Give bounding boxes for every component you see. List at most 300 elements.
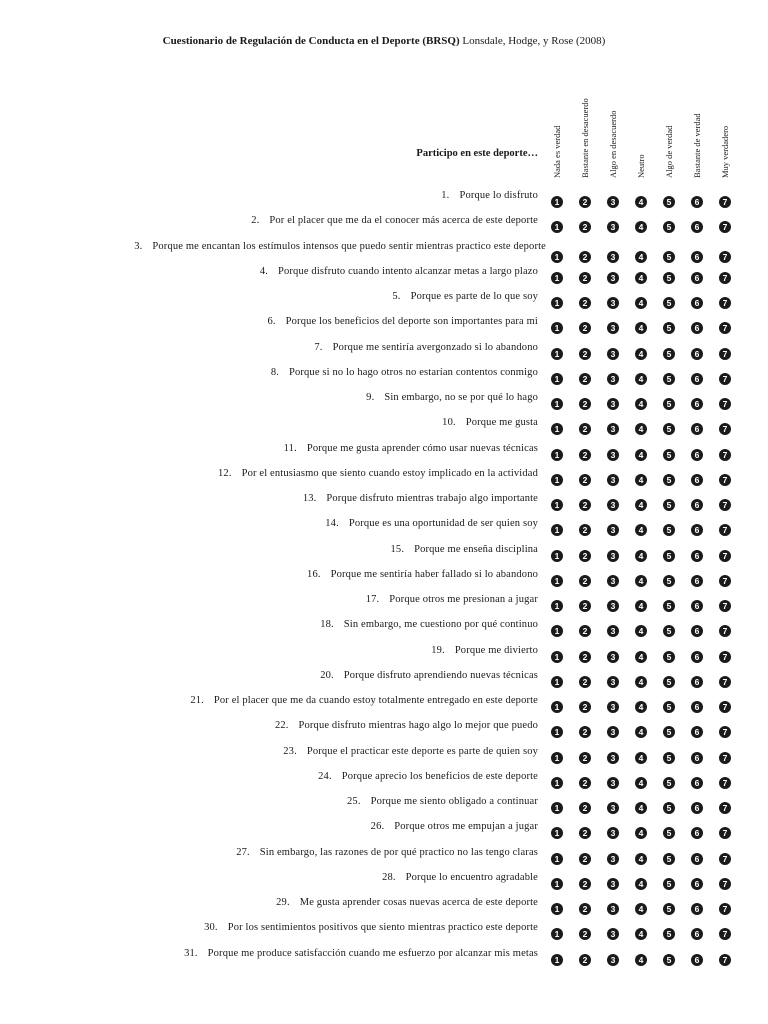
rating-option-7[interactable]: 7 [719, 272, 731, 284]
question-item [92, 492, 538, 505]
rating-option-6[interactable]: 6 [691, 600, 703, 612]
rating-option-7[interactable]: 7 [719, 878, 731, 890]
rating-option-5[interactable]: 5 [663, 600, 675, 612]
rating-option-3[interactable]: 3 [607, 499, 619, 511]
rating-option-6[interactable]: 6 [691, 676, 703, 688]
rating-option-4[interactable]: 4 [635, 524, 647, 536]
rating-option-4[interactable]: 4 [635, 221, 647, 233]
rating-option-7[interactable]: 7 [719, 777, 731, 789]
rating-option-2[interactable]: 2 [579, 272, 591, 284]
question-number: 25. [347, 796, 361, 807]
question-item [92, 644, 538, 657]
question-number: 16. [307, 568, 321, 580]
question-text: Porque aprecio los beneficios de este deporte [341, 770, 538, 782]
question-item [92, 669, 538, 682]
rating-option-7[interactable]: 7 [719, 726, 731, 738]
rating-option-6[interactable]: 6 [691, 651, 703, 663]
rating-option-2[interactable]: 2 [579, 196, 591, 208]
rating-option-3[interactable]: 3 [607, 272, 619, 284]
question-number: 18. [320, 619, 334, 631]
rating-option-7[interactable]: 7 [719, 600, 731, 612]
question-number: 28. [382, 871, 396, 883]
rating-option-4[interactable]: 4 [635, 423, 647, 435]
question-item [92, 315, 538, 328]
rating-option-4[interactable]: 4 [635, 575, 647, 587]
rating-option-2[interactable]: 2 [579, 373, 591, 385]
question-text: Sin embargo, no se por qué lo hago [384, 392, 538, 403]
rating-option-6[interactable]: 6 [691, 398, 703, 410]
rating-option-3[interactable]: 3 [607, 423, 619, 435]
question-number: 7. [314, 341, 323, 353]
rating-option-3[interactable]: 3 [607, 827, 619, 839]
rating-option-6[interactable]: 6 [691, 272, 703, 284]
rating-option-4[interactable]: 4 [635, 499, 647, 511]
rating-option-2[interactable]: 2 [579, 297, 591, 309]
rating-option-2[interactable]: 2 [579, 322, 591, 334]
rating-option-6[interactable]: 6 [691, 802, 703, 814]
document-title [0, 35, 768, 47]
question-text: Porque es parte de lo que soy [410, 291, 538, 302]
rating-option-3[interactable]: 3 [607, 726, 619, 738]
rating-option-7[interactable]: 7 [719, 651, 731, 663]
rating-option-4[interactable]: 4 [635, 928, 647, 940]
question-text: Porque disfruto mientras trabajo algo importante [326, 493, 538, 504]
rating-option-6[interactable]: 6 [691, 777, 703, 789]
rating-option-7[interactable]: 7 [719, 903, 731, 915]
question-text: Sin embargo, las razones de por qué practico no las tengo claras [259, 846, 538, 858]
question-number: 31. [184, 947, 198, 959]
rating-option-7[interactable]: 7 [719, 701, 731, 713]
rating-option-2[interactable]: 2 [579, 423, 591, 435]
rating-option-6[interactable]: 6 [691, 928, 703, 940]
rating-option-5[interactable]: 5 [663, 701, 675, 713]
rating-option-3[interactable]: 3 [607, 701, 619, 713]
rating-option-1[interactable]: 1 [551, 600, 563, 612]
rating-option-2[interactable]: 2 [579, 676, 591, 688]
rating-option-7[interactable]: 7 [719, 322, 731, 334]
question-text: Porque me sentiría avergonzado si lo abandono [332, 341, 538, 353]
rating-option-6[interactable]: 6 [691, 954, 703, 966]
rating-option-2[interactable]: 2 [579, 625, 591, 637]
question-number: 4. [259, 265, 269, 277]
rating-option-5[interactable]: 5 [663, 196, 675, 208]
rating-option-7[interactable]: 7 [719, 499, 731, 511]
question-number: 19. [431, 644, 445, 656]
rating-option-6[interactable]: 6 [691, 474, 703, 486]
rating-option-6[interactable]: 6 [691, 221, 703, 233]
question-text: Porque los beneficios del deporte son importantes para mi [285, 316, 538, 328]
rating-option-1[interactable]: 1 [551, 221, 563, 233]
question-text: Porque si no lo hago otros no estarían contentos conmigo [289, 366, 538, 378]
rating-option-6[interactable]: 6 [691, 251, 703, 263]
rating-option-3[interactable]: 3 [607, 928, 619, 940]
question-item [92, 820, 538, 833]
rating-option-5[interactable]: 5 [663, 423, 675, 435]
rating-option-6[interactable]: 6 [691, 348, 703, 360]
rating-option-4[interactable]: 4 [635, 474, 647, 486]
question-number: 9. [366, 392, 375, 403]
rating-option-1[interactable]: 1 [551, 827, 563, 839]
rating-option-1[interactable]: 1 [551, 903, 563, 915]
rating-option-2[interactable]: 2 [579, 474, 591, 486]
rating-option-1[interactable]: 1 [551, 625, 563, 637]
rating-option-2[interactable]: 2 [579, 524, 591, 536]
question-number: 24. [318, 770, 332, 782]
rating-option-6[interactable]: 6 [691, 322, 703, 334]
rating-option-4[interactable]: 4 [635, 802, 647, 814]
rating-option-6[interactable]: 6 [691, 701, 703, 713]
scale-header-2: Bastante en desacuerdo [580, 98, 590, 178]
question-number: 21. [190, 695, 204, 706]
rating-option-7[interactable]: 7 [719, 251, 731, 263]
question-number: 1. [441, 190, 450, 201]
question-number: 23. [283, 745, 297, 757]
rating-option-5[interactable]: 5 [663, 272, 675, 284]
question-text: Porque me gusta [465, 417, 538, 429]
rating-option-5[interactable]: 5 [663, 398, 675, 410]
scale-header-7: Muy verdadero [720, 125, 730, 178]
rating-option-4[interactable]: 4 [635, 878, 647, 890]
rating-option-1[interactable]: 1 [551, 474, 563, 486]
rating-option-5[interactable]: 5 [663, 651, 675, 663]
question-text: Porque disfruto mientras hago algo lo mejor que puedo [298, 720, 538, 732]
rating-option-3[interactable]: 3 [607, 676, 619, 688]
rating-option-6[interactable]: 6 [691, 524, 703, 536]
rating-option-5[interactable]: 5 [663, 373, 675, 385]
rating-option-5[interactable]: 5 [663, 676, 675, 688]
rating-option-5[interactable]: 5 [663, 251, 675, 263]
question-number: 20. [320, 669, 334, 681]
question-text: Porque me enseña disciplina [414, 543, 538, 555]
rating-option-5[interactable]: 5 [663, 903, 675, 915]
rating-option-4[interactable]: 4 [635, 752, 647, 764]
rating-option-3[interactable]: 3 [607, 550, 619, 562]
rating-option-2[interactable]: 2 [579, 701, 591, 713]
rating-option-6[interactable]: 6 [691, 726, 703, 738]
rating-option-1[interactable]: 1 [551, 726, 563, 738]
rating-option-3[interactable]: 3 [607, 777, 619, 789]
rating-option-1[interactable]: 1 [551, 297, 563, 309]
rating-option-2[interactable]: 2 [579, 550, 591, 562]
rating-option-5[interactable]: 5 [663, 752, 675, 764]
rating-option-2[interactable]: 2 [579, 928, 591, 940]
rating-option-5[interactable]: 5 [663, 625, 675, 637]
rating-option-4[interactable]: 4 [635, 954, 647, 966]
question-item [92, 416, 538, 429]
question-number: 26. [370, 821, 385, 833]
rating-option-4[interactable]: 4 [635, 348, 647, 360]
rating-option-6[interactable]: 6 [691, 853, 703, 865]
rating-option-3[interactable]: 3 [607, 802, 619, 814]
question-number: 8. [270, 366, 279, 378]
rating-option-4[interactable]: 4 [635, 625, 647, 637]
rating-option-2[interactable]: 2 [579, 853, 591, 865]
question-text: Porque me sentiría haber fallado si lo abandono [330, 568, 538, 580]
question-text: Me gusta aprender cosas nuevas acerca de este deporte [299, 897, 538, 908]
question-number: 17. [365, 594, 380, 605]
rating-option-6[interactable]: 6 [691, 297, 703, 309]
rating-option-5[interactable]: 5 [663, 449, 675, 461]
rating-option-3[interactable]: 3 [607, 221, 619, 233]
rating-option-3[interactable]: 3 [607, 575, 619, 587]
rating-option-7[interactable]: 7 [719, 398, 731, 410]
rating-option-1[interactable]: 1 [551, 499, 563, 511]
rating-option-3[interactable]: 3 [607, 625, 619, 637]
question-text: Porque lo disfruto [459, 190, 538, 201]
rating-option-5[interactable]: 5 [663, 575, 675, 587]
question-item [92, 770, 538, 783]
question-text: Porque es una oportunidad de ser quien soy [348, 518, 538, 530]
question-text: Por el entusiasmo que siento cuando estoy implicado en la actividad [241, 467, 538, 479]
question-text: Porque me encantan los estímulos intensos que puedo sentir mientras practico este deporte [152, 240, 546, 252]
question-item [92, 290, 538, 303]
rating-option-7[interactable]: 7 [719, 348, 731, 360]
rating-option-2[interactable]: 2 [579, 878, 591, 890]
scale-header-5: Algo de verdad [664, 125, 674, 178]
rating-option-3[interactable]: 3 [607, 196, 619, 208]
rating-option-1[interactable]: 1 [551, 954, 563, 966]
rating-option-1[interactable]: 1 [551, 802, 563, 814]
rating-option-4[interactable]: 4 [635, 701, 647, 713]
rating-option-7[interactable]: 7 [719, 954, 731, 966]
question-number: 5. [392, 291, 401, 302]
question-number: 12. [218, 467, 232, 479]
rating-option-6[interactable]: 6 [691, 575, 703, 587]
question-text: Porque el practicar este deporte es parte de quien soy [306, 745, 538, 757]
rating-option-1[interactable]: 1 [551, 701, 563, 713]
rating-option-6[interactable]: 6 [691, 423, 703, 435]
rating-option-1[interactable]: 1 [551, 348, 563, 360]
rating-option-4[interactable]: 4 [635, 903, 647, 915]
rating-option-2[interactable]: 2 [579, 777, 591, 789]
rating-option-3[interactable]: 3 [607, 600, 619, 612]
rating-option-5[interactable]: 5 [663, 322, 675, 334]
rating-option-5[interactable]: 5 [663, 221, 675, 233]
rating-option-6[interactable]: 6 [691, 903, 703, 915]
rating-option-7[interactable]: 7 [719, 423, 731, 435]
scale-header-4: Neutro [636, 154, 646, 178]
question-text: Porque lo encuentro agradable [405, 871, 538, 883]
rating-option-4[interactable]: 4 [635, 550, 647, 562]
rating-option-3[interactable]: 3 [607, 398, 619, 410]
question-text: Porque otros me presionan a jugar [389, 594, 538, 605]
rating-option-6[interactable]: 6 [691, 550, 703, 562]
rating-option-5[interactable]: 5 [663, 348, 675, 360]
rating-option-4[interactable]: 4 [635, 600, 647, 612]
rating-option-1[interactable]: 1 [551, 878, 563, 890]
rating-option-3[interactable]: 3 [607, 853, 619, 865]
rating-option-2[interactable]: 2 [579, 651, 591, 663]
title-citation: Lonsdale, Hodge, y Rose (2008) [462, 35, 606, 47]
rating-option-1[interactable]: 1 [551, 524, 563, 536]
item-stem-prompt: Participo en este deporte… [416, 148, 538, 159]
rating-option-2[interactable]: 2 [579, 398, 591, 410]
rating-option-2[interactable]: 2 [579, 726, 591, 738]
question-number: 27. [236, 846, 250, 858]
question-number: 15. [390, 543, 405, 555]
rating-option-3[interactable]: 3 [607, 449, 619, 461]
rating-option-5[interactable]: 5 [663, 827, 675, 839]
question-item [92, 719, 538, 732]
question-number: 11. [283, 442, 297, 454]
question-text: Sin embargo, me cuestiono por qué continuo [343, 619, 538, 631]
rating-option-2[interactable]: 2 [579, 221, 591, 233]
rating-option-2[interactable]: 2 [579, 348, 591, 360]
rating-option-1[interactable]: 1 [551, 575, 563, 587]
rating-option-3[interactable]: 3 [607, 651, 619, 663]
question-item [92, 795, 538, 808]
rating-option-5[interactable]: 5 [663, 777, 675, 789]
rating-option-2[interactable]: 2 [579, 600, 591, 612]
rating-option-7[interactable]: 7 [719, 474, 731, 486]
rating-option-1[interactable]: 1 [551, 550, 563, 562]
question-text: Por el placer que me da cuando estoy totalmente entregado en este deporte [213, 695, 538, 706]
question-number: 30. [204, 922, 218, 934]
rating-option-7[interactable]: 7 [719, 752, 731, 764]
rating-option-6[interactable]: 6 [691, 625, 703, 637]
rating-option-4[interactable]: 4 [635, 777, 647, 789]
rating-option-4[interactable]: 4 [635, 651, 647, 663]
rating-option-7[interactable]: 7 [719, 928, 731, 940]
rating-option-1[interactable]: 1 [551, 449, 563, 461]
question-item [92, 391, 538, 404]
rating-option-7[interactable]: 7 [719, 524, 731, 536]
rating-option-1[interactable]: 1 [551, 196, 563, 208]
rating-option-1[interactable]: 1 [551, 676, 563, 688]
question-number: 6. [267, 316, 276, 328]
rating-option-2[interactable]: 2 [579, 499, 591, 511]
rating-option-7[interactable]: 7 [719, 550, 731, 562]
rating-option-6[interactable]: 6 [691, 196, 703, 208]
question-item [92, 568, 538, 581]
rating-option-7[interactable]: 7 [719, 827, 731, 839]
rating-option-3[interactable]: 3 [607, 348, 619, 360]
rating-option-5[interactable]: 5 [663, 499, 675, 511]
rating-option-6[interactable]: 6 [691, 878, 703, 890]
rating-option-5[interactable]: 5 [663, 853, 675, 865]
rating-option-7[interactable]: 7 [719, 625, 731, 637]
rating-option-1[interactable]: 1 [551, 398, 563, 410]
rating-option-4[interactable]: 4 [635, 322, 647, 334]
rating-option-7[interactable]: 7 [719, 221, 731, 233]
rating-option-4[interactable]: 4 [635, 272, 647, 284]
rating-option-4[interactable]: 4 [635, 251, 647, 263]
rating-option-1[interactable]: 1 [551, 272, 563, 284]
rating-option-5[interactable]: 5 [663, 297, 675, 309]
rating-option-2[interactable]: 2 [579, 449, 591, 461]
rating-option-7[interactable]: 7 [719, 196, 731, 208]
rating-option-5[interactable]: 5 [663, 928, 675, 940]
rating-option-1[interactable]: 1 [551, 423, 563, 435]
rating-option-7[interactable]: 7 [719, 802, 731, 814]
rating-option-3[interactable]: 3 [607, 373, 619, 385]
question-item [92, 846, 538, 859]
rating-option-6[interactable]: 6 [691, 499, 703, 511]
rating-option-4[interactable]: 4 [635, 726, 647, 738]
question-text: Porque me produce satisfacción cuando me esfuerzo por alcanzar mis metas [207, 947, 538, 959]
rating-option-3[interactable]: 3 [607, 297, 619, 309]
rating-option-7[interactable]: 7 [719, 575, 731, 587]
question-number: 2. [251, 215, 260, 227]
rating-option-6[interactable]: 6 [691, 752, 703, 764]
question-item [92, 265, 538, 278]
question-text: Porque disfruto aprendiendo nuevas técnicas [343, 669, 538, 681]
rating-option-5[interactable]: 5 [663, 524, 675, 536]
rating-option-1[interactable]: 1 [551, 373, 563, 385]
rating-option-4[interactable]: 4 [635, 827, 647, 839]
rating-option-4[interactable]: 4 [635, 196, 647, 208]
rating-option-4[interactable]: 4 [635, 449, 647, 461]
question-item [92, 921, 538, 934]
question-item [96, 240, 546, 253]
rating-option-6[interactable]: 6 [691, 827, 703, 839]
question-text: Porque disfruto cuando intento alcanzar metas a largo plazo [278, 265, 538, 277]
question-text: Porque me gusta aprender cómo usar nuevas técnicas [306, 442, 538, 454]
rating-option-6[interactable]: 6 [691, 449, 703, 461]
question-item [92, 517, 538, 530]
rating-option-2[interactable]: 2 [579, 802, 591, 814]
rating-option-7[interactable]: 7 [719, 297, 731, 309]
rating-option-7[interactable]: 7 [719, 373, 731, 385]
rating-option-1[interactable]: 1 [551, 752, 563, 764]
rating-option-5[interactable]: 5 [663, 474, 675, 486]
rating-option-3[interactable]: 3 [607, 878, 619, 890]
rating-option-2[interactable]: 2 [579, 903, 591, 915]
rating-option-7[interactable]: 7 [719, 449, 731, 461]
rating-option-5[interactable]: 5 [663, 550, 675, 562]
rating-option-2[interactable]: 2 [579, 954, 591, 966]
scale-header-6: Bastante de verdad [692, 113, 702, 178]
scale-header-3: Algo en desacuerdo [608, 110, 618, 178]
rating-option-5[interactable]: 5 [663, 726, 675, 738]
rating-option-5[interactable]: 5 [663, 954, 675, 966]
rating-option-4[interactable]: 4 [635, 853, 647, 865]
rating-option-1[interactable]: 1 [551, 251, 563, 263]
rating-option-1[interactable]: 1 [551, 928, 563, 940]
rating-option-6[interactable]: 6 [691, 373, 703, 385]
rating-option-4[interactable]: 4 [635, 373, 647, 385]
rating-option-7[interactable]: 7 [719, 676, 731, 688]
rating-option-4[interactable]: 4 [635, 297, 647, 309]
rating-option-5[interactable]: 5 [663, 878, 675, 890]
rating-option-5[interactable]: 5 [663, 802, 675, 814]
rating-option-2[interactable]: 2 [579, 251, 591, 263]
rating-option-3[interactable]: 3 [607, 752, 619, 764]
rating-option-3[interactable]: 3 [607, 251, 619, 263]
rating-option-2[interactable]: 2 [579, 827, 591, 839]
rating-option-3[interactable]: 3 [607, 524, 619, 536]
rating-option-3[interactable]: 3 [607, 954, 619, 966]
rating-option-1[interactable]: 1 [551, 651, 563, 663]
rating-option-1[interactable]: 1 [551, 322, 563, 334]
rating-option-3[interactable]: 3 [607, 322, 619, 334]
rating-option-3[interactable]: 3 [607, 474, 619, 486]
question-item [92, 189, 538, 202]
question-item [92, 442, 538, 455]
rating-option-2[interactable]: 2 [579, 575, 591, 587]
question-item [92, 214, 538, 227]
question-item [92, 745, 538, 758]
question-item [92, 593, 538, 606]
rating-option-7[interactable]: 7 [719, 853, 731, 865]
rating-option-1[interactable]: 1 [551, 777, 563, 789]
rating-option-3[interactable]: 3 [607, 903, 619, 915]
rating-option-2[interactable]: 2 [579, 752, 591, 764]
question-item [92, 543, 538, 556]
rating-option-4[interactable]: 4 [635, 398, 647, 410]
rating-option-4[interactable]: 4 [635, 676, 647, 688]
rating-option-1[interactable]: 1 [551, 853, 563, 865]
